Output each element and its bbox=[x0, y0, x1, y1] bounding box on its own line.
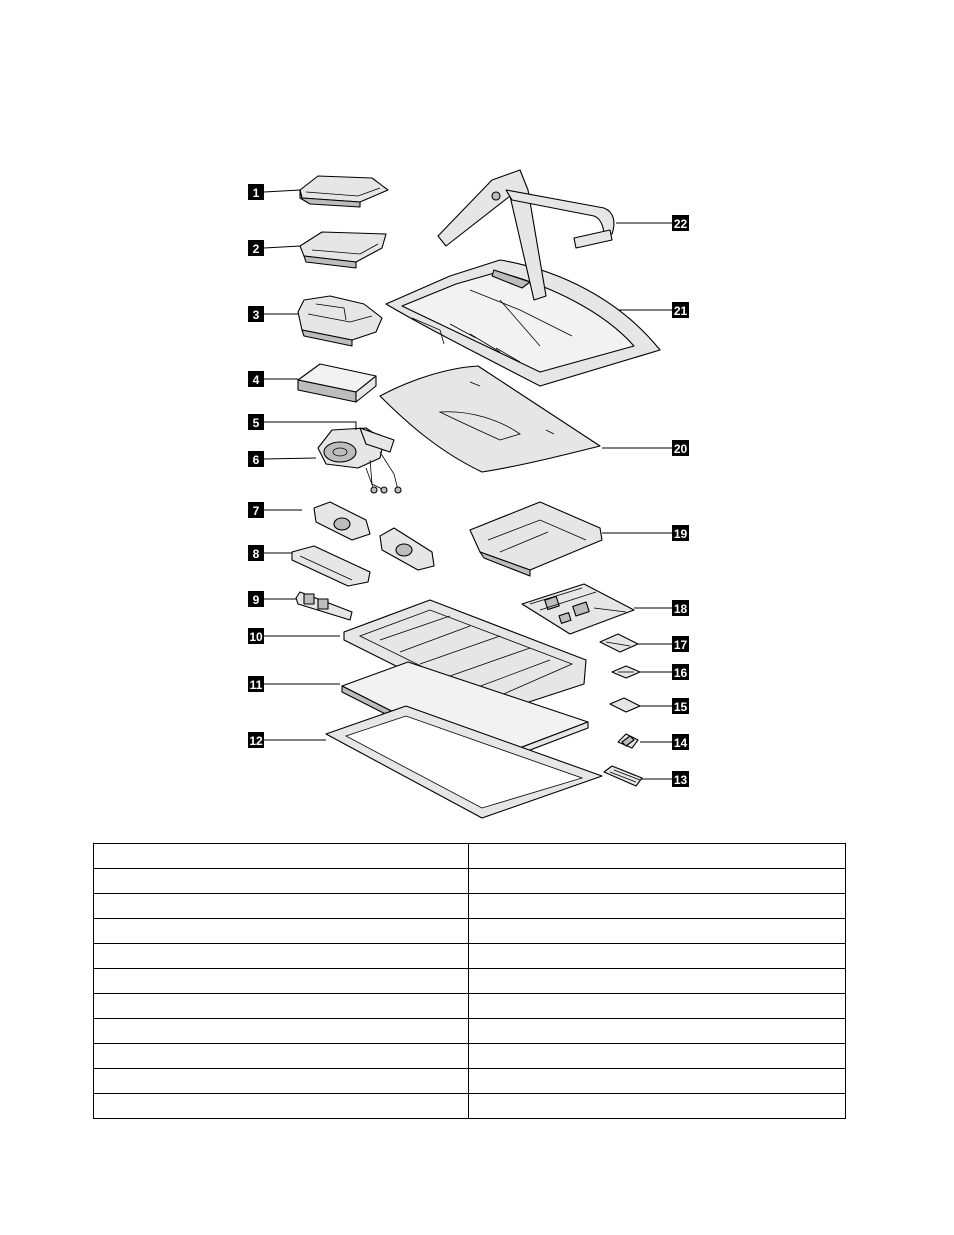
callout-14 bbox=[672, 734, 689, 750]
part-3-hdd-bracket bbox=[298, 296, 382, 346]
part-18-system-board bbox=[522, 584, 634, 634]
parts-table bbox=[93, 843, 846, 1119]
table-row bbox=[94, 1069, 846, 1094]
callout-6 bbox=[248, 451, 264, 467]
table-row bbox=[94, 969, 846, 994]
callout-4-label: 4 bbox=[252, 373, 260, 387]
table-cell bbox=[94, 919, 469, 944]
part-20-rear-cover bbox=[380, 366, 600, 472]
part-5-6-heatsink-fan bbox=[318, 428, 401, 493]
table-row bbox=[94, 869, 846, 894]
table-cell bbox=[94, 1044, 469, 1069]
callout-20 bbox=[672, 440, 689, 456]
part-1-optical-drive-bracket bbox=[300, 176, 388, 207]
part-21-back-housing bbox=[386, 260, 660, 386]
callout-13-label: 13 bbox=[673, 773, 688, 787]
table-cell bbox=[469, 844, 846, 869]
callout-9-label: 9 bbox=[252, 593, 260, 607]
callout-2-label: 2 bbox=[252, 242, 260, 256]
table-cell bbox=[94, 844, 469, 869]
table-row bbox=[94, 1044, 846, 1069]
table-cell bbox=[94, 1019, 469, 1044]
callout-3-label: 3 bbox=[252, 308, 260, 322]
callout-7 bbox=[248, 502, 264, 518]
callout-6-label: 6 bbox=[252, 453, 260, 467]
table-cell bbox=[469, 894, 846, 919]
callout-15 bbox=[672, 698, 689, 714]
callout-11-label: 11 bbox=[249, 678, 263, 692]
callout-12-label: 12 bbox=[249, 734, 263, 748]
table-cell bbox=[469, 869, 846, 894]
callout-16-label: 16 bbox=[673, 666, 688, 680]
table-cell bbox=[469, 1094, 846, 1119]
part-16-card bbox=[612, 666, 640, 678]
part-4-hard-disk-drive bbox=[298, 364, 376, 402]
part-15-wifi-card bbox=[610, 698, 640, 712]
part-14-card bbox=[618, 734, 638, 748]
table-row bbox=[94, 1019, 846, 1044]
callout-1 bbox=[248, 184, 264, 200]
callout-18 bbox=[672, 600, 689, 616]
table-cell bbox=[94, 944, 469, 969]
callout-17-label: 17 bbox=[673, 638, 688, 652]
callout-18-label: 18 bbox=[673, 602, 688, 616]
table-row bbox=[94, 994, 846, 1019]
callout-10-label: 10 bbox=[249, 630, 263, 644]
part-13-memory-module bbox=[604, 766, 642, 786]
callout-3 bbox=[248, 306, 264, 322]
callout-8-label: 8 bbox=[252, 547, 260, 561]
callout-8 bbox=[248, 545, 264, 561]
table-cell bbox=[94, 894, 469, 919]
part-9-bracket bbox=[296, 592, 352, 620]
table-cell bbox=[469, 1019, 846, 1044]
table-cell bbox=[469, 1044, 846, 1069]
part-19-board-shield bbox=[470, 502, 602, 576]
part-8-converter-board bbox=[292, 546, 370, 586]
table-cell bbox=[94, 1069, 469, 1094]
callout-20-label: 20 bbox=[673, 442, 688, 456]
table-cell bbox=[94, 969, 469, 994]
table-cell bbox=[469, 969, 846, 994]
callout-22-label: 22 bbox=[673, 217, 688, 231]
table-cell bbox=[94, 869, 469, 894]
table-row bbox=[94, 944, 846, 969]
table-row bbox=[94, 894, 846, 919]
table-cell bbox=[469, 1069, 846, 1094]
callout-10 bbox=[248, 628, 264, 644]
part-17-card bbox=[600, 634, 638, 652]
callout-7-label: 7 bbox=[252, 504, 260, 518]
callout-9 bbox=[248, 591, 264, 607]
table-row bbox=[94, 919, 846, 944]
callout-17 bbox=[672, 636, 689, 652]
callout-15-label: 15 bbox=[673, 700, 688, 714]
callout-19 bbox=[672, 525, 689, 541]
table-cell bbox=[94, 1094, 469, 1119]
table-cell bbox=[94, 994, 469, 1019]
callout-16 bbox=[672, 664, 689, 680]
callout-13 bbox=[672, 771, 689, 787]
table-row bbox=[94, 1094, 846, 1119]
callout-12 bbox=[248, 732, 264, 748]
table-row bbox=[94, 844, 846, 869]
table-cell bbox=[469, 919, 846, 944]
callout-4 bbox=[248, 371, 264, 387]
callout-11 bbox=[248, 676, 264, 692]
callout-1-label: 1 bbox=[252, 186, 260, 200]
callout-14-label: 14 bbox=[673, 736, 688, 750]
table-cell bbox=[469, 944, 846, 969]
callout-22 bbox=[672, 215, 689, 231]
callout-2 bbox=[248, 240, 264, 256]
table-cell bbox=[469, 994, 846, 1019]
callout-5-label: 5 bbox=[252, 416, 260, 430]
callout-5 bbox=[248, 414, 264, 430]
callout-21 bbox=[672, 302, 689, 318]
part-2-optical-drive bbox=[300, 232, 386, 268]
callout-19-label: 19 bbox=[673, 527, 688, 541]
callout-21-label: 21 bbox=[673, 304, 688, 318]
